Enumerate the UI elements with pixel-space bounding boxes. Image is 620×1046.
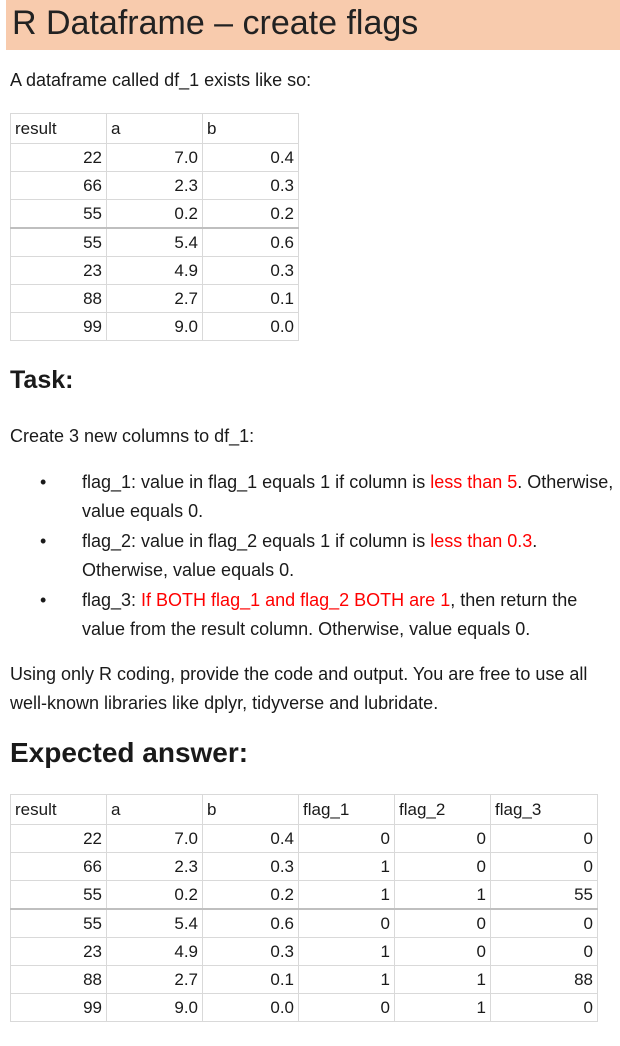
table-cell: 5.4 (107, 228, 203, 257)
usage-text: Using only R coding, provide the code and output. You are free to use all well-known libraries like dplyr, tidyverse and lubridate. (10, 664, 588, 713)
task-text: flag_2: value in flag_2 equals 1 if column is (82, 531, 431, 551)
table-cell: 22 (11, 825, 107, 853)
title-banner (6, 0, 620, 50)
table-cell: 55 (11, 909, 107, 938)
table-cell: 0 (491, 853, 598, 881)
table-cell: 0.2 (107, 881, 203, 910)
table-cell: 0.3 (203, 257, 299, 285)
table-row (11, 257, 299, 285)
table-cell: 4.9 (107, 938, 203, 966)
table-cell: 4.9 (107, 257, 203, 285)
task-text: , then return the value from the result column. Otherwise, value equals 0. (82, 590, 578, 639)
bullet-icon: • (40, 472, 47, 492)
table-cell: 0 (491, 938, 598, 966)
table-cell: 5.4 (107, 909, 203, 938)
table-cell: 0 (491, 909, 598, 938)
table-cell: 7.0 (107, 825, 203, 853)
table-cell: 0.6 (203, 909, 299, 938)
table-cell: 0.0 (203, 994, 299, 1022)
table-cell: 22 (11, 144, 107, 172)
table-cell: 23 (11, 938, 107, 966)
table-cell: 2.7 (107, 966, 203, 994)
table-cell: 9.0 (107, 994, 203, 1022)
table-cell: 0.2 (203, 200, 299, 229)
table-header-row (11, 114, 299, 144)
table-cell: 0.1 (203, 285, 299, 313)
table-cell: 0.1 (203, 966, 299, 994)
table-cell: 0.4 (203, 144, 299, 172)
table-cell: 66 (11, 853, 107, 881)
table-cell: 1 (299, 938, 395, 966)
column-header: a (107, 114, 203, 144)
table-cell: 66 (11, 172, 107, 200)
column-header: flag_1 (299, 795, 395, 825)
bullet-icon: • (40, 590, 47, 610)
column-header: flag_2 (395, 795, 491, 825)
table-cell: 99 (11, 994, 107, 1022)
table-cell: 55 (11, 200, 107, 229)
table-cell: 2.3 (107, 853, 203, 881)
table-cell: 55 (11, 881, 107, 910)
column-header: a (107, 795, 203, 825)
table-cell: 0.6 (203, 228, 299, 257)
table-row (11, 172, 299, 200)
column-header: result (11, 114, 107, 144)
table-cell: 55 (491, 881, 598, 910)
table-cell: 0 (491, 825, 598, 853)
table-cell: 23 (11, 257, 107, 285)
table-row (11, 825, 598, 853)
bullet-icon: • (40, 531, 47, 551)
table-cell: 1 (299, 853, 395, 881)
table-cell: 0 (395, 938, 491, 966)
table-cell: 2.7 (107, 285, 203, 313)
table-cell: 1 (299, 966, 395, 994)
table-row (11, 881, 598, 910)
table-cell: 2.3 (107, 172, 203, 200)
table-row (11, 144, 299, 172)
task-text: . Otherwise, value equals 0. (82, 531, 538, 580)
table-row (11, 909, 598, 938)
column-header: b (203, 114, 299, 144)
table-cell: 0.2 (203, 881, 299, 910)
table-cell: 7.0 (107, 144, 203, 172)
table-cell: 0 (395, 909, 491, 938)
table-cell: 9.0 (107, 313, 203, 341)
table-row (11, 938, 598, 966)
table-cell: 1 (299, 881, 395, 910)
table-row (11, 853, 598, 881)
table-cell: 0 (299, 909, 395, 938)
table-cell: 88 (491, 966, 598, 994)
table-cell: 0 (395, 853, 491, 881)
column-header: flag_3 (491, 795, 598, 825)
table-cell: 0 (299, 994, 395, 1022)
table-cell: 0.3 (203, 938, 299, 966)
table-row (11, 994, 598, 1022)
list-item (40, 586, 620, 644)
list-item (40, 527, 620, 585)
task-list (40, 468, 620, 645)
table-cell: 1 (395, 881, 491, 910)
expected-heading: Expected answer: (10, 737, 249, 768)
table-cell: 1 (395, 966, 491, 994)
expected-table (10, 794, 598, 1022)
highlight-text: less than 5 (430, 472, 518, 492)
page-title: R Dataframe – create flags (12, 4, 419, 42)
list-item (40, 468, 620, 526)
table-cell: 88 (11, 966, 107, 994)
table-row (11, 228, 299, 257)
column-header: result (11, 795, 107, 825)
table-row (11, 966, 598, 994)
table-cell: 0.3 (203, 172, 299, 200)
table-cell: 0 (299, 825, 395, 853)
task-text: . Otherwise, value equals 0. (82, 472, 614, 521)
table-cell: 0 (491, 994, 598, 1022)
table-cell: 88 (11, 285, 107, 313)
table-row (11, 285, 299, 313)
task-text: flag_1: value in flag_1 equals 1 if column is (82, 472, 431, 492)
create-instruction: Create 3 new columns to df_1: (10, 426, 255, 446)
table-cell: 0.4 (203, 825, 299, 853)
table-cell: 0.0 (203, 313, 299, 341)
table-cell: 0 (395, 825, 491, 853)
intro-text: A dataframe called df_1 exists like so: (10, 70, 312, 90)
df1-table (10, 113, 299, 341)
table-cell: 0.3 (203, 853, 299, 881)
table-cell: 0.2 (107, 200, 203, 229)
task-text: flag_3: (82, 590, 142, 610)
table-cell: 1 (395, 994, 491, 1022)
table-row (11, 313, 299, 341)
column-header: b (203, 795, 299, 825)
table-header-row (11, 795, 598, 825)
table-cell: 99 (11, 313, 107, 341)
task-heading: Task: (10, 366, 74, 394)
table-cell: 55 (11, 228, 107, 257)
table-row (11, 200, 299, 229)
highlight-text: less than 0.3 (430, 531, 533, 551)
highlight-text: If BOTH flag_1 and flag_2 BOTH are 1 (141, 590, 451, 610)
